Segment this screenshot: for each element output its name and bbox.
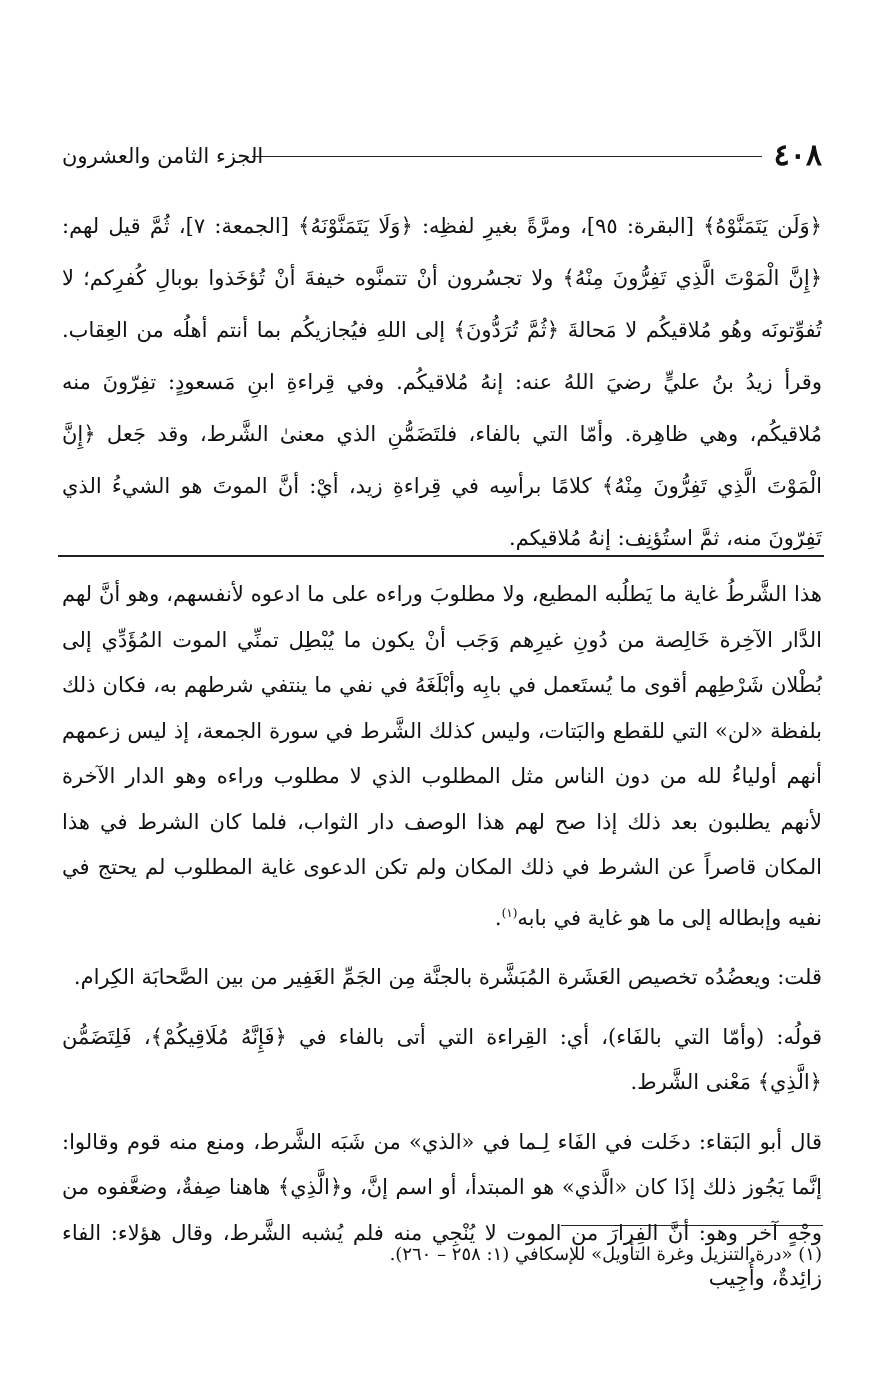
- commentary-paragraph-1-end: .: [494, 905, 502, 930]
- commentary-paragraph-1: [62, 572, 822, 941]
- commentary-paragraph-1-text: هذا الشَّرطُ غاية ما يَطلُبه المطيع، ولا مطلوبَ وراءه على ما ادعوه لأنفسهم، وهو أنَّ لهم الدَّار الآخِرة خَالِصة من دُونِ غيرِهم وَجَب أنْ يكون ما يُبْطِل تمنِّي الموت المُؤَدِّي إلى بُطْلان شَرْطِهم أقوى ما يُستَعمل في بابِه وأبْلَغَهُ في نفي ما ينتفي شرطهم به، فكان ذلك بلفظة «لن» التي للقطع والبَتات، وليس كذلك الشَّرط في سورة الجمعة، إذ ليس زعمهم أنهم أولياءُ لله من دون الناس مثل المطلوب الذي لا مطلوب وراءه وهو الدار الآخرة لأنهم يطلبون بعد ذلك إذا صح لهم هذا الوصف دار الثواب، فلما كان الشرط في هذا المكان قاصراً عن الشرط في ذلك المكان ولم تكن الدعوى غاية المطلوب لم يحتج في نفيه وإبطاله إلى ما هو غاية في بابه: [62, 582, 822, 930]
- footnote-rule: [561, 1225, 823, 1226]
- section-divider: [58, 555, 824, 557]
- page-header: [62, 138, 822, 174]
- commentary-paragraph-3: قولُه: (وأمّا التي بالفَاء)، أي: القِراءة التي أتى بالفاء في ﴿فَإِنَّهُ مُلَاقِيكُمْ﴾، فَلِتَضَمُّن ﴿الَّذِي﴾ مَعْنى الشَّرط.: [62, 1024, 822, 1094]
- page-number: ٤٠٨: [773, 138, 822, 173]
- commentary-section: [62, 572, 822, 1316]
- main-text: ﴿وَلَن يَتَمَنَّوْهُ﴾ [البقرة: ٩٥]، ومرَّةً بغيرِ لفظِه: ﴿وَلَا يَتَمَنَّوْنَهُ﴾ [الجمعة: ٧]، ثُمَّ قيل لهم: ﴿إِنَّ الْمَوْتَ الَّذِي تَفِرُّونَ مِنْهُ﴾ ولا تجسُرون أنْ تتمنَّوه خيفةَ أنْ تُؤخَذوا بوبالِ كُفرِكم؛ لا تُفوِّتونَه وهُو مُلاقيكُم لا مَحالةَ ﴿ثُمَّ تُرَدُّونَ﴾ إلى اللهِ فيُجازيكُم بما أنتم أهلُه من العِقاب. وقرأ زيدُ بنُ عليٍّ رضيَ اللهُ عنه: إنهُ مُلاقيكُم. وفي قِراءةِ ابنِ مَسعودٍ: تفِرّونَ منه مُلاقيكُم، وهي ظاهِرة. وأمّا التي بالفاء، فلتَضَمُّنِ الذي معنىٰ الشَّرط، وقد جَعل ﴿إِنَّ الْمَوْتَ الَّذِي تَفِرُّونَ مِنْهُ﴾ كلامًا برأسِه في قِراءةِ زيد، أيْ: أنَّ الموتَ هو الشيءُ الذي تَفِرّونَ منه، ثمَّ استُؤنِف: إنهُ مُلاقيكم.: [62, 214, 822, 550]
- commentary-paragraph-4: قال أبو البَقاء: دخَلت في الفَاء لِـما في «الذي» من شَبَه الشَّرط، ومنع منه قوم وقالوا: إنَّما يَجُوز ذلك إذَا كان «الَّذي» هو المبتدأ، أو اسم إنَّ، و﴿الَّذِي﴾ هاهنا صِفةٌ، وضعَّفوه من وجْهٍ آخر وهو: أنَّ الفِرارَ من الموت لا يُنْجِي منه فلم يُشبه الشَّرط، وقال هؤلاء: الفاء زائِدةٌ، وأُجِيب: [62, 1129, 822, 1290]
- footnote: (١) «درة التنزيل وغرة التأويل» للإسكافي (١: ٢٥٨ – ٢٦٠).: [389, 1244, 822, 1265]
- footnote-reference: (١): [501, 905, 518, 920]
- running-title: الجزء الثامن والعشرون: [62, 144, 264, 168]
- commentary-paragraph-2: قلت: ويعضُدُه تخصيص العَشَرة المُبَشَّرة بالجنَّة مِن الجَمِّ الغَفِير من بين الصَّحابَة الكِرام.: [73, 965, 822, 989]
- header-rule: [252, 156, 762, 157]
